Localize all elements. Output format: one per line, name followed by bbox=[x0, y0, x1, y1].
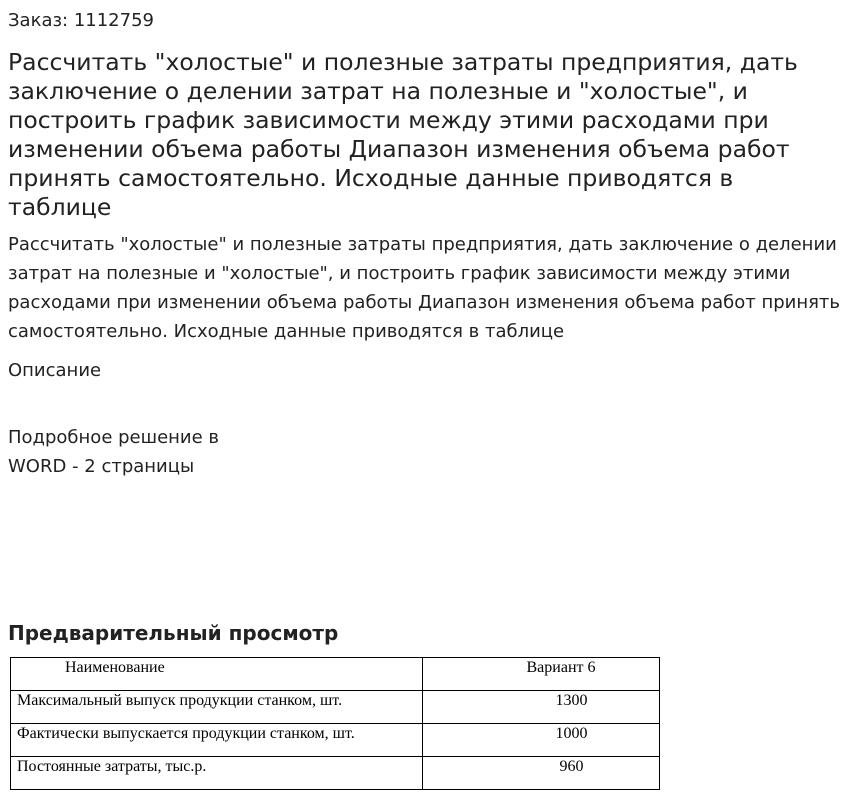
cell-value-text: 1000 bbox=[555, 725, 588, 742]
table-cell-name: Максимальный выпуск продукции станком, шт. bbox=[11, 691, 423, 724]
table-cell-name: Фактически выпускается продукции станком, шт. bbox=[11, 724, 423, 757]
table-cell-value bbox=[423, 724, 660, 757]
cell-value-text: 1300 bbox=[555, 692, 588, 709]
table-row bbox=[11, 757, 660, 790]
table-header-row bbox=[11, 658, 660, 691]
page-title: Рассчитать "холостые" и полезные затраты предприятия, дать заключение о делении затрат на полезные и "холостые", и построить график зависимости между этими расходами при изменении объема работы Диапазон изменения объема работ принять самостоятельно. Исходные данные приводятся в таблице bbox=[8, 48, 798, 221]
cell-value-text: 960 bbox=[559, 758, 584, 775]
table-header-cell: Вариант 6 bbox=[423, 658, 660, 691]
table-header-cell: Наименование bbox=[11, 658, 423, 691]
table-cell-value bbox=[423, 691, 660, 724]
table-row bbox=[11, 691, 660, 724]
description-label: Описание bbox=[8, 360, 102, 381]
table-cell-name: Постоянные затраты, тыс.р. bbox=[11, 757, 423, 790]
table-cell-value bbox=[423, 757, 660, 790]
preview-heading: Предварительный просмотр bbox=[8, 621, 339, 645]
order-number: Заказ: 1112759 bbox=[8, 10, 154, 31]
task-description: Рассчитать "холостые" и полезные затраты предприятия, дать заключение о делении затрат на полезные и "холостые", и построить график зависимости между этими расходами при изменении объема работы Диапазон изменения объема работ принять самостоятельно. Исходные данные приводятся в таблице bbox=[8, 234, 841, 342]
preview-table bbox=[10, 657, 660, 790]
table-row bbox=[11, 724, 660, 757]
solution-info: Подробное решение в WORD - 2 страницы bbox=[8, 427, 220, 477]
